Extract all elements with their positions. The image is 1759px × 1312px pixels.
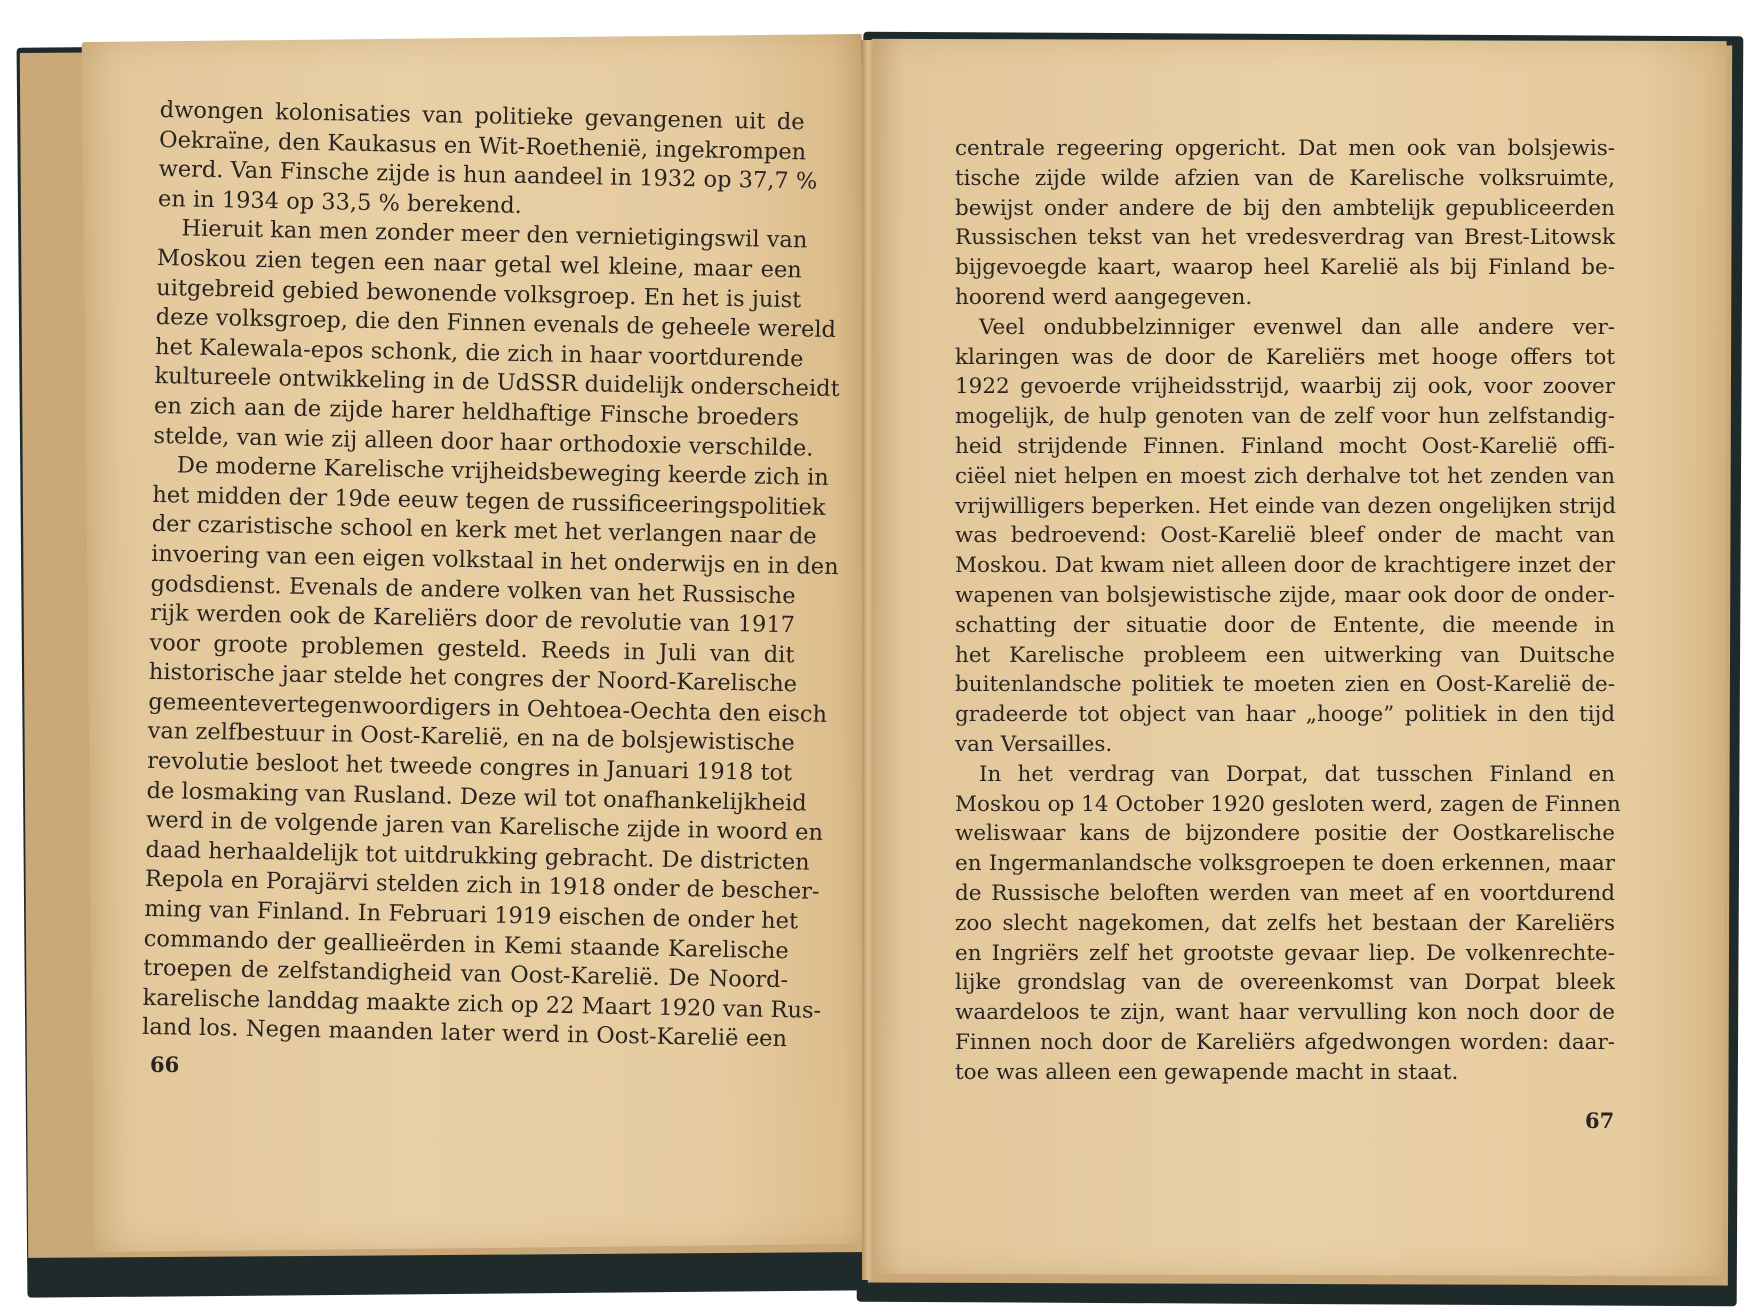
text-line: deze volksgroep, die den Finnen evenals de geheele wereld: [155, 304, 837, 344]
text-line: het Karelische probleem een uitwerking van Duitsche: [955, 642, 1615, 668]
text-line: uitgebreid gebied bewonende volksgroep. En het is juist: [156, 274, 802, 313]
paragraph-start-line: Hieruit kan men zonder meer den vernietigingswil van: [181, 215, 808, 254]
page-number-left: 66: [150, 1052, 180, 1077]
text-line: Oekraïne, den Kaukasus en Wit-Roethenië, ingekrompen: [158, 126, 807, 166]
text-line: bijgevoegde kaart, waarop heel Karelië als bij Finland be-: [955, 255, 1615, 281]
text-line: gemeentevertegenwoordigers in Oehtoea-Oechta den eisch: [148, 688, 828, 728]
text-line: van Versailles.: [955, 731, 1113, 757]
text-line: ciëel niet helpen en moest zich derhalve tot het zenden van: [955, 463, 1615, 489]
text-line: en zich aan de zijde harer heldhaftige Finsche broeders: [153, 392, 800, 432]
text-line: buitenlandsche politiek te moeten zien en Oost-Karelië de-: [955, 672, 1615, 698]
text-line: godsdienst. Evenals de andere volken van het Russische: [150, 570, 796, 609]
text-line: werd. Van Finsche zijde is hun aandeel in 1932 op 37,7 %: [158, 156, 818, 195]
text-line: Moskou op 14 October 1920 gesloten werd, zagen de Finnen: [955, 791, 1621, 817]
text-line: stelde, van wie zij alleen door haar orthodoxie verschilde.: [153, 422, 814, 462]
paragraph-start-line: Veel ondubbelzinniger evenwel dan alle andere ver-: [979, 314, 1615, 340]
text-line: revolutie besloot het tweede congres in Januari 1918 tot: [146, 747, 793, 787]
text-line: kultureele ontwikkeling in de UdSSR duidelijk onderscheidt: [154, 363, 840, 403]
text-line: en in 1934 op 33,5 % berekend.: [157, 185, 523, 219]
text-line: historische jaar stelde het congres der Noord-Karelische: [148, 659, 798, 698]
paragraph-start-line: In het verdrag van Dorpat, dat tusschen Finland en: [979, 761, 1615, 787]
text-line: troepen de zelfstandigheid van Oost-Karelië. De Noord-: [143, 955, 789, 994]
text-line: voor groote problemen gesteld. Reeds in Juli van dit: [149, 629, 795, 668]
text-line: 1922 gevoerde vrijheidsstrijd, waarbij zij ook, voor zoover: [955, 374, 1615, 400]
text-line: wapenen van bolsjewistische zijde, maar ook door de onder-: [955, 582, 1615, 608]
text-line: Moskou. Dat kwam niet alleen door de krachtigere inzet der: [955, 553, 1615, 579]
text-line: lijke grondslag van de overeenkomst van Dorpat bleek: [955, 970, 1615, 996]
text-line: land los. Negen maanden later werd in Oost-Karelië een: [141, 1014, 788, 1053]
text-line: klaringen was de door de Kareliërs met hooge offers tot: [955, 344, 1615, 370]
text-line: ming van Finland. In Februari 1919 eischen de onder het: [144, 895, 799, 935]
text-line: de Russische beloften werden van meet af en voortdurend: [955, 880, 1615, 906]
text-line: schatting der situatie door de Entente, die meende in: [955, 612, 1615, 638]
text-line: dwongen kolonisaties van politieke gevangenen uit de: [159, 96, 805, 136]
text-line: heid strijdende Finnen. Finland mocht Oost-Karelië offi-: [955, 433, 1615, 459]
text-line: de losmaking van Rusland. Deze wil tot onafhankelijkheid: [146, 777, 807, 817]
text-line: daad herhaaldelijk tot uitdrukking gebracht. De districten: [145, 836, 810, 876]
text-line: toe was alleen een gewapende macht in staat.: [955, 1059, 1459, 1085]
text-line: rijk werden ook de Kareliërs door de revolutie van 1917: [149, 600, 796, 639]
paragraph-start-line: De moderne Karelische vrijheidsbeweging keerde zich in: [176, 452, 830, 492]
text-line: weliswaar kans de bijzondere positie der Oostkarelische: [955, 821, 1615, 847]
text-line: tische zijde wilde afzien van de Karelische volksruimte,: [955, 165, 1615, 191]
text-line: het midden der 19de eeuw tegen de russificeeringspolitiek: [152, 481, 826, 521]
text-line: vrijwilligers beperken. Het einde van dezen ongelijken strijd: [955, 493, 1616, 519]
right-page-text: [955, 134, 1621, 1088]
text-line: mogelijk, de hulp genoten van de zelf voor hun zelfstandig-: [955, 404, 1615, 430]
text-line: Russischen tekst van het vredesverdrag van Brest-Litowsk: [955, 225, 1615, 251]
text-line: centrale regeering opgericht. Dat men ook van bolsjewis-: [955, 136, 1615, 161]
text-line: Finnen noch door de Kareliërs afgedwongen worden: daar-: [955, 1029, 1615, 1055]
text-line: der czaristische school en kerk met het verlangen naar de: [151, 511, 817, 550]
page-number-right: 67: [1585, 1108, 1615, 1133]
book-gutter: [862, 40, 874, 1280]
text-line: werd in de volgende jaren van Karelische zijde in woord en: [145, 807, 824, 847]
text-line: het Kalewala-epos schonk, die zich in haar voortdurende: [154, 333, 804, 373]
text-line: was bedroevend: Oost-Karelië bleef onder de macht van: [955, 523, 1615, 549]
text-line: zoo slecht nagekomen, dat zelfs het bestaan der Kareliërs: [955, 910, 1615, 936]
text-line: en Ingermanlandsche volksgroepen te doen erkennen, maar: [955, 851, 1615, 877]
text-line: gradeerde tot object van haar „hooge” politiek in den tijd: [955, 702, 1615, 728]
left-page-text: [141, 96, 840, 1055]
text-line: commando der geallieërden in Kemi staande Karelische: [143, 925, 789, 964]
text-line: van zelfbestuur in Oost-Karelië, en na de bolsjewistische: [147, 718, 795, 757]
text-line: Repola en Porajärvi stelden zich in 1918 onder de bescher-: [144, 866, 820, 906]
text-line: en Ingriërs zelf het grootste gevaar liep. De volkenrechte-: [955, 940, 1615, 966]
text-line: invoering van een eigen volkstaal in het onderwijs en in den: [150, 540, 839, 581]
text-line: waardeloos te zijn, want haar vervulling kon noch door de: [955, 1000, 1615, 1026]
text-line: Moskou zien tegen een naar getal wel kleine, maar een: [156, 244, 803, 284]
text-line: karelische landdag maakte zich op 22 Maart 1920 van Rus-: [142, 984, 822, 1024]
text-line: bewijst onder andere de bij den ambtelijk gepubliceerden: [955, 195, 1615, 221]
text-line: hoorend werd aangegeven.: [955, 284, 1253, 310]
